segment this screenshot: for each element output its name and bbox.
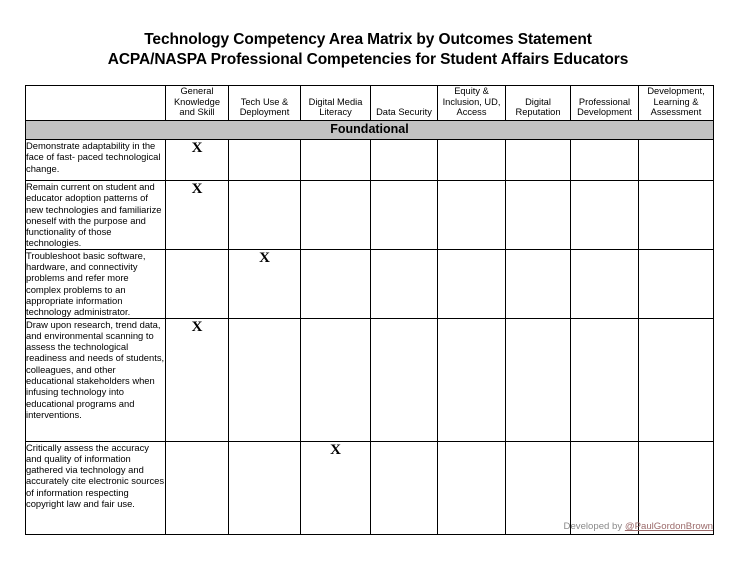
cell-digital-reputation[interactable] [506,318,571,441]
cell-equity-inclusion-ud-access[interactable] [438,441,506,534]
section-label-foundational: Foundational [26,121,714,140]
mark-x: X [191,181,203,197]
header-statement-column [26,86,166,121]
header-line: Learning & [653,96,699,107]
table-row [26,181,714,250]
header-data-security [371,86,438,121]
header-line: Digital [525,96,551,107]
table-row [26,318,714,441]
matrix-table [25,85,714,535]
cell-data-security[interactable] [371,441,438,534]
cell-professional-development[interactable] [571,249,639,318]
table-header-row [26,86,714,121]
outcome-statement: Critically assess the accuracy and quality of information gathered via technology and accurately cite electronic sources of information respecting copyright law and fair use. [26,441,166,534]
header-line: and Skill [179,107,215,118]
header-line: Reputation [515,107,561,118]
header-line: Tech Use & [240,96,289,107]
cell-data-security[interactable] [371,181,438,250]
header-line: Knowledge [173,96,220,107]
cell-development-learning-and-assessment[interactable] [639,318,714,441]
credit-prefix: Developed by [563,521,625,532]
page-title [0,30,736,70]
header-equity-inclusion-ud-access [438,86,506,121]
cell-digital-reputation[interactable] [506,249,571,318]
cell-digital-media-literacy[interactable] [301,181,371,250]
section-header-row [26,121,714,140]
cell-data-security[interactable] [371,249,438,318]
cell-equity-inclusion-ud-access[interactable] [438,318,506,441]
cell-tech-use-and-deployment[interactable] [229,441,301,534]
footer-credit [564,521,713,532]
header-line: General [180,86,214,97]
cell-development-learning-and-assessment[interactable] [639,249,714,318]
cell-tech-use-and-deployment[interactable] [229,318,301,441]
cell-equity-inclusion-ud-access[interactable] [438,140,506,181]
cell-digital-reputation[interactable] [506,441,571,534]
header-line: Deployment [239,107,290,118]
cell-general-knowledge-and-skill[interactable] [166,441,229,534]
table-row [26,140,714,181]
header-digital-media-literacy [301,86,371,121]
cell-general-knowledge-and-skill[interactable] [166,181,229,250]
header-development-learning-and-assessment [639,86,714,121]
cell-general-knowledge-and-skill[interactable] [166,318,229,441]
cell-tech-use-and-deployment[interactable] [229,140,301,181]
header-line: Digital Media [308,96,363,107]
cell-digital-media-literacy[interactable] [301,441,371,534]
cell-data-security[interactable] [371,140,438,181]
header-general-knowledge-and-skill [166,86,229,121]
cell-professional-development[interactable] [571,140,639,181]
cell-tech-use-and-deployment[interactable] [229,181,301,250]
cell-development-learning-and-assessment[interactable] [639,140,714,181]
mark-x: X [191,140,203,156]
outcome-statement: Demonstrate adaptability in the face of fast- paced technological change. [26,140,166,181]
header-digital-reputation [506,86,571,121]
table-row [26,249,714,318]
title-line-1: Technology Competency Area Matrix by Outcomes Statement [144,31,592,48]
header-tech-use-and-deployment [229,86,301,121]
cell-professional-development[interactable] [571,181,639,250]
header-line: Development, [647,86,705,97]
header-line: Professional [578,96,631,107]
header-line: Literacy [319,107,352,118]
header-professional-development [571,86,639,121]
cell-data-security[interactable] [371,318,438,441]
outcome-statement: Draw upon research, trend data, and environmental scanning to assess the technological readiness and needs of students, colleagues, and other educational stakeholders when infusing technology into educational programs and interventions. [26,318,166,441]
cell-digital-reputation[interactable] [506,140,571,181]
cell-digital-media-literacy[interactable] [301,318,371,441]
cell-equity-inclusion-ud-access[interactable] [438,249,506,318]
cell-development-learning-and-assessment[interactable] [639,181,714,250]
cell-digital-media-literacy[interactable] [301,140,371,181]
cell-digital-reputation[interactable] [506,181,571,250]
header-line: Access [456,107,487,118]
cell-general-knowledge-and-skill[interactable] [166,249,229,318]
outcome-statement: Remain current on student and educator adoption patterns of new technologies and familiarize oneself with the purpose and functionality of those technologies. [26,181,166,250]
header-line: Data Security [376,107,432,118]
competency-matrix [25,85,713,535]
mark-x: X [259,249,270,266]
cell-digital-media-literacy[interactable] [301,249,371,318]
header-line: Inclusion, UD, [442,96,501,107]
header-line: Assessment [650,107,702,118]
mark-x: X [191,318,203,335]
cell-general-knowledge-and-skill[interactable] [166,140,229,181]
mark-x: X [330,441,341,458]
cell-tech-use-and-deployment[interactable] [229,249,301,318]
author-handle-link[interactable]: @PaulGordonBrown [624,521,713,532]
cell-professional-development[interactable] [571,318,639,441]
cell-equity-inclusion-ud-access[interactable] [438,181,506,250]
header-line: Equity & [454,86,489,97]
outcome-statement: Troubleshoot basic software, hardware, and connectivity problems and refer more complex problems to an appropriate information technology administrator. [26,249,166,318]
header-line: Development [577,107,632,118]
title-line-2: ACPA/NASPA Professional Competencies for Student Affairs Educators [107,51,629,68]
